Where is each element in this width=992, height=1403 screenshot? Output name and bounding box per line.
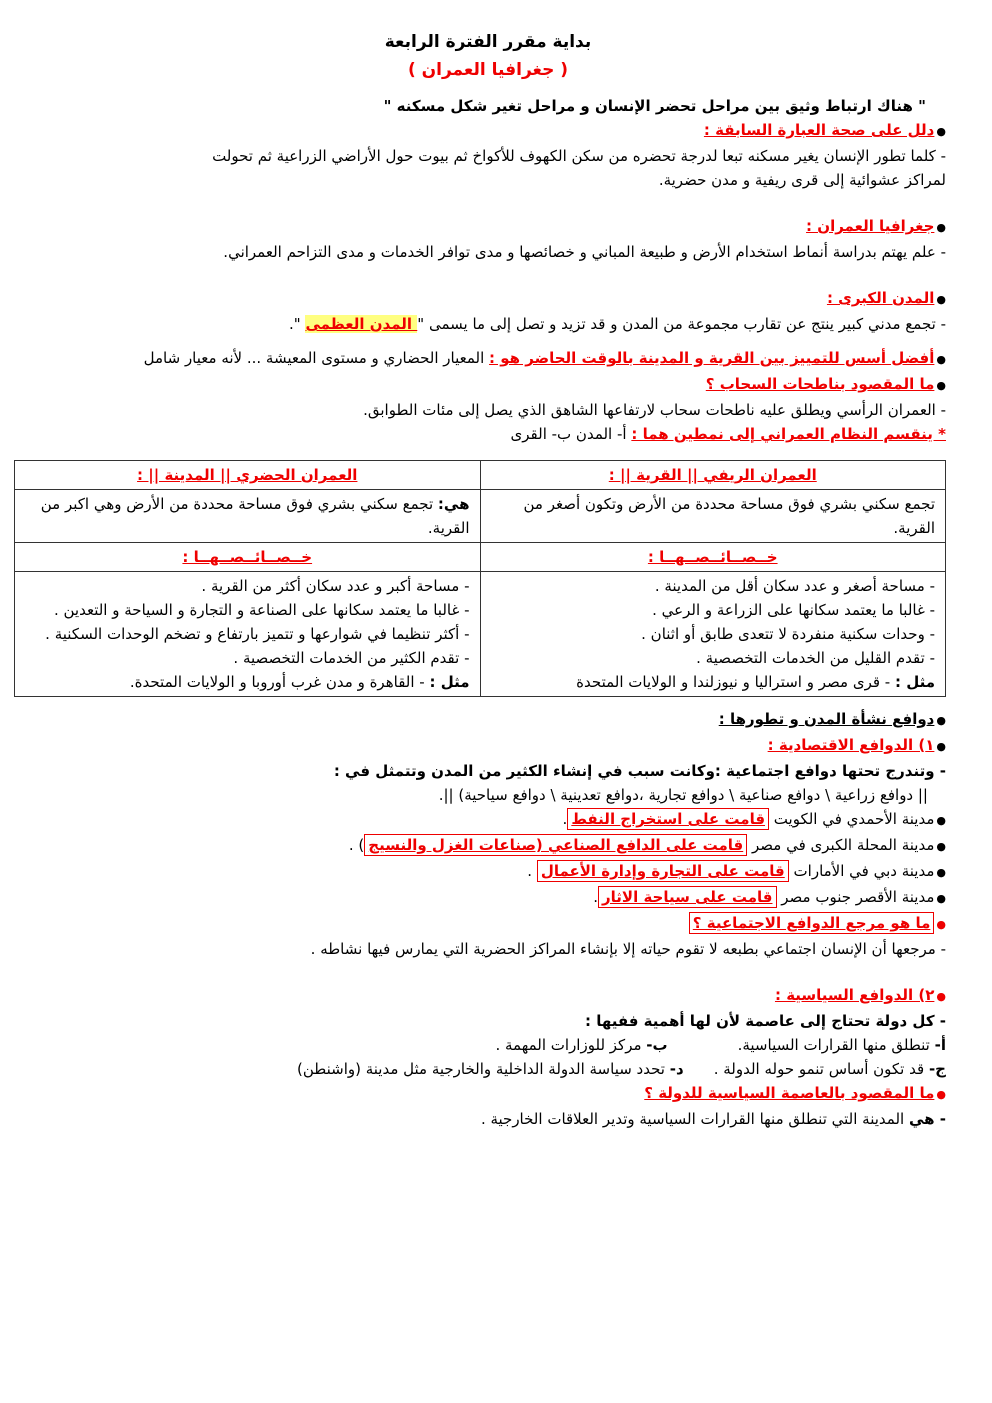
city-name: مدينة دبي في الأمارات — [788, 862, 935, 880]
big-cities-text-after: ". — [289, 315, 306, 333]
point-a-label: أ- — [934, 1036, 946, 1054]
criteria-text: المعيار الحضاري و مستوى المعيشة ... لأنه معيار شامل — [143, 349, 490, 367]
rural-feature: - غالبا ما يعتمد سكانها على الزراعة و الرعي . — [652, 601, 935, 619]
city-item — [30, 807, 946, 833]
city-reason: قامت على التجارة وإدارة الأعمال — [537, 860, 789, 882]
capital-intro: - كل دولة تحتاج إلى عاصمة لأن لها أهمية ففيها : — [584, 1012, 946, 1030]
rural-definition: تجمع سكني بشري فوق مساحة محددة من الأرض وتكون أصغر من القرية. — [523, 495, 935, 537]
rural-feature: - مساحة أصغر و عدد سكان أقل من المدينة . — [654, 577, 935, 595]
urban-example: - القاهرة و مدن غرب أوروبا و الولايات المتحدة. — [129, 673, 430, 691]
economic-list: || دوافع زراعية \ دوافع صناعية \ دوافع تجارية ،دوافع تعدينية \ دوافع سياحية) ||. — [438, 786, 928, 804]
city-reason: قامت على الدافع الصناعي (صناعات الغزل والنسيج — [364, 834, 747, 856]
rural-example-label: مثل : — [894, 673, 935, 691]
political-label: ٢) الدوافع السياسية : — [774, 986, 935, 1004]
urban-feature: - تقدم الكثير من الخدمات التخصصية . — [233, 649, 470, 667]
skyscrapers-label: ما المقصود بناطحات السحاب ؟ — [705, 375, 935, 393]
capital-answer-label: - هي — [908, 1110, 946, 1128]
patterns-label: * ينقسم النظام العمراني إلى نمطين هما : — [631, 425, 946, 443]
point-c-label: ج- — [928, 1060, 946, 1078]
prove-text-1: - كلما تطور الإنسان يغير مسكنه تبعا لدرجة تحضره من سكن الكهوف للأكواخ ثم بيوت حول الأراضي الزراعية ثم تحولت — [212, 147, 946, 165]
city-item — [30, 859, 946, 885]
urban-title: العمران الحضري || المدينة || : — [137, 466, 358, 484]
urban-feature: - أكثر تنظيما في شوارعها و تتميز بارتفاع و تضخم الوحدات السكنية . — [45, 625, 470, 643]
rural-title: العمران الريفي || القرية || : — [608, 466, 817, 484]
motives-label: دوافع نشأة المدن و تطورها : — [718, 710, 935, 728]
urban-example-label: مثل : — [429, 673, 470, 691]
point-d: تحدد سياسة الدولة الداخلية والخارجية مثل مدينة (واشنطن) — [297, 1060, 670, 1078]
point-c: قد تكون أساس تنمو حوله الدولة . — [713, 1060, 929, 1078]
intro-quote: " هناك ارتباط وثيق بين مراحل تحضر الإنسان و مراحل تغير شكل مسكنه " — [383, 97, 926, 115]
rural-feature: - تقدم القليل من الخدمات التخصصية . — [696, 649, 935, 667]
city-name: مدينة الأحمدي في الكويت — [769, 810, 935, 828]
social-answer: - مرجعها أن الإنسان اجتماعي بطبعه لا تقوم حياته إلا بإنشاء المراكز الحضرية التي يمارس فيها نشاطه . — [310, 940, 946, 958]
social-question: ما هو مرجع الدوافع الاجتماعية ؟ — [689, 912, 935, 934]
city-name: مدينة المحلة الكبرى في مصر — [747, 836, 935, 854]
urban-features-label: خــصــائــصــهــا : — [182, 548, 313, 566]
rural-features-label: خــصــائــصــهــا : — [647, 548, 778, 566]
capital-question: ما المقصود بالعاصمة السياسية للدولة ؟ — [644, 1084, 935, 1102]
city-reason: قامت على سياحة الاثار — [598, 886, 776, 908]
urban-feature: - مساحة أكبر و عدد سكان أكثر من القرية . — [201, 577, 470, 595]
prove-label: دلل على صحة العبارة السابقة : — [703, 121, 935, 139]
page-subtitle: ( جغرافيا العمران ) — [407, 60, 569, 80]
urban-geo-text: - علم يهتم بدراسة أنماط استخدام الأرض و طبيعة المباني و خصائصها و مدى توافر الخدمات و مدى التزاحم العمراني. — [223, 243, 946, 261]
economic-intro: - وتندرج تحتها دوافع اجتماعية :وكانت سبب في إنشاء الكثير من المدن وتتمثل في : — [333, 762, 946, 780]
comparison-table — [14, 460, 946, 697]
city-item — [30, 885, 946, 911]
city-name: مدينة الأقصر جنوب مصر — [776, 888, 935, 906]
big-cities-text — [30, 312, 946, 336]
point-a: تنطلق منها القرارات السياسية. — [737, 1036, 935, 1054]
big-cities-label: المدن الكبرى : — [826, 289, 935, 307]
urban-feature: - غالبا ما يعتمد سكانها على الصناعة و التجارة و السياحة و التعدين . — [53, 601, 470, 619]
megacities-term: المدن العظمى — [305, 315, 418, 333]
point-b-label: ب- — [646, 1036, 668, 1054]
page-title: بداية مقرر الفترة الرابعة — [384, 32, 592, 52]
big-cities-text-before: - تجمع مدني كبير ينتج عن تقارب مجموعة من المدن و قد تزيد و تصل إلى ما يسمى " — [417, 315, 946, 333]
urban-geo-label: جغرافيا العمران : — [806, 217, 935, 235]
point-d-label: د- — [669, 1060, 684, 1078]
urban-definition: تجمع سكني بشري فوق مساحة محددة من الأرض وهي اكبر من القرية. — [40, 495, 470, 537]
city-reason: قامت على استخراج النفط — [567, 808, 769, 830]
city-end: . — [562, 810, 568, 828]
city-item — [30, 833, 946, 859]
prove-text-2: لمراكز عشوائية إلى قرى ريفية و مدن حضرية. — [658, 171, 946, 189]
economic-label: ١) الدوافع الاقتصادية : — [767, 736, 935, 754]
urban-definition-label: هي: — [437, 495, 470, 513]
city-end: . — [527, 862, 537, 880]
city-end: ) . — [348, 836, 365, 854]
skyscrapers-text: - العمران الرأسي ويطلق عليه ناطحات سحاب لارتفاعها الشاهق الذي يصل إلى مئات الطوابق. — [363, 401, 946, 419]
patterns-items: أ- المدن ب- القرى — [510, 425, 632, 443]
point-b: مركز للوزارات المهمة . — [495, 1036, 647, 1054]
rural-feature: - وحدات سكنية منفردة لا تتعدى طابق أو اثنان . — [641, 625, 935, 643]
criteria-label: أفضل أسس للتمييز بين القرية و المدينة بالوقت الحاضر هو : — [489, 349, 935, 367]
rural-example: - قرى مصر و استراليا و نيوزلندا و الولايات المتحدة — [576, 673, 895, 691]
city-end: . — [593, 888, 599, 906]
capital-answer: المدينة التي تنطلق منها القرارات السياسية وتدير العلاقات الخارجية . — [480, 1110, 909, 1128]
